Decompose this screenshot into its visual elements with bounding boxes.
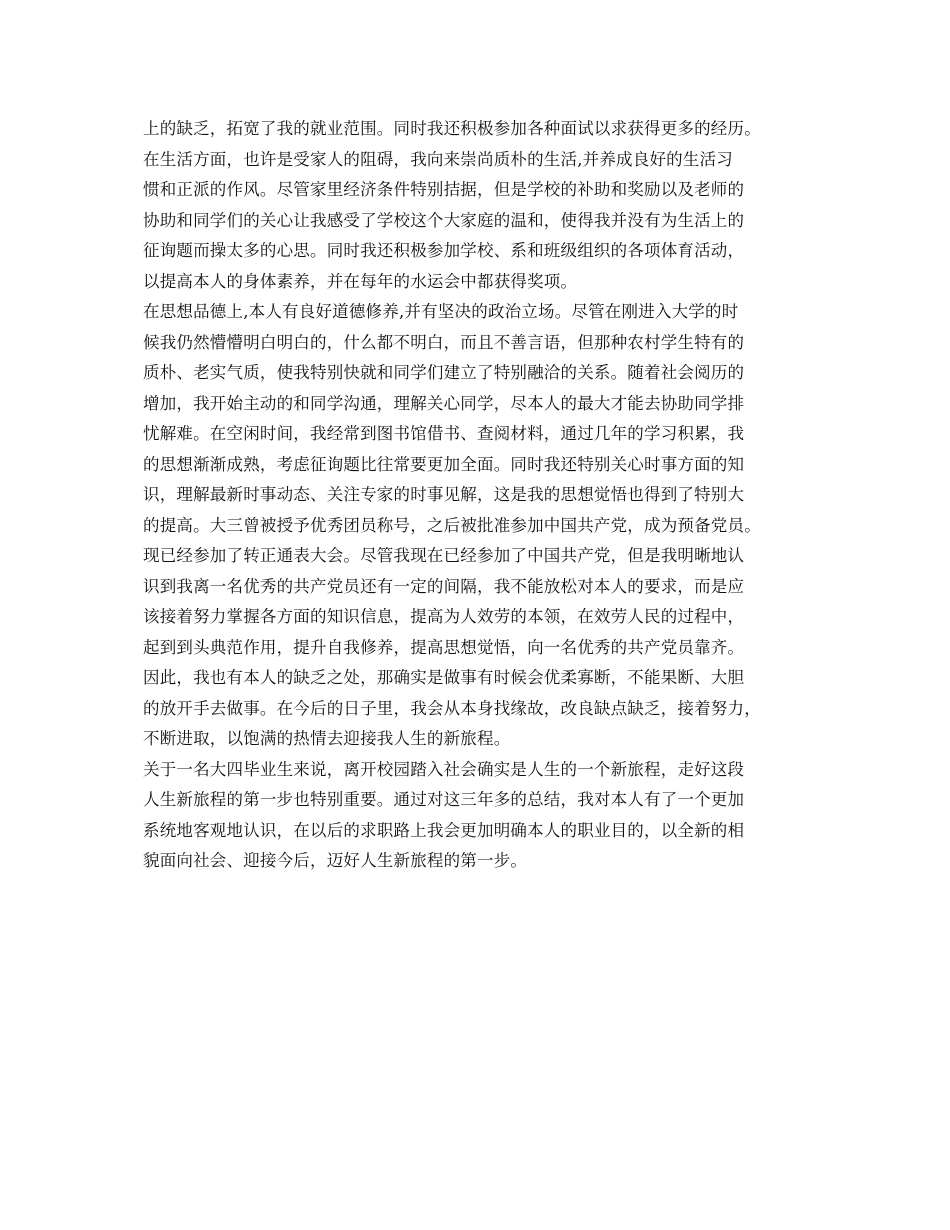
text-line: 上的缺乏，拓宽了我的就业范围。同时我还积极参加各种面试以求获得更多的经历。 bbox=[143, 119, 761, 138]
text-line: 在生活方面，也许是受家人的阻碍，我向来崇尚质朴的生活,并养成良好的生活习 bbox=[143, 149, 733, 169]
text-line: 识，理解最新时事动态、关注专家的时事见解，这是我的思想觉悟也得到了特别大 bbox=[143, 485, 745, 504]
text-line: 该接着努力掌握各方面的知识信息，提高为人效劳的本领，在效劳人民的过程中， bbox=[143, 607, 745, 626]
text-line: 在思想品德上,本人有良好道德修养,并有坚决的政治立场。尽管在刚进入大学的时 bbox=[143, 302, 739, 321]
text-line: 的放开手去做事。在今后的日子里，我会从本身找缘故，改良缺点缺乏，接着努力， bbox=[143, 698, 761, 718]
text-line: 识到我离一名优秀的共产党员还有一定的间隔，我不能放松对本人的要求，而是应 bbox=[143, 576, 745, 596]
text-line: 系统地客观地认识，在以后的求职路上我会更加明确本人的职业目的，以全新的相 bbox=[143, 820, 745, 840]
document-body bbox=[143, 114, 833, 877]
text-line: 忧解难。在空闲时间，我经常到图书馆借书、查阅材料，通过几年的学习积累，我 bbox=[143, 424, 745, 443]
text-line: 貌面向社会、迎接今后，迈好人生新旅程的第一步。 bbox=[143, 851, 528, 870]
text-line: 协助和同学们的关心让我感受了学校这个大家庭的温和，使得我并没有为生活上的 bbox=[143, 210, 745, 230]
text-line: 质朴、老实气质，使我特别快就和同学们建立了特别融洽的关系。随着社会阅历的 bbox=[143, 363, 745, 382]
text-line: 现已经参加了转正通表大会。尽管我现在已经参加了中国共产党，但是我明晰地认 bbox=[143, 546, 745, 565]
text-line: 以提高本人的身体素养，并在每年的水运会中都获得奖项。 bbox=[143, 271, 578, 291]
text-line: 不断进取，以饱满的热情去迎接我人生的新旅程。 bbox=[143, 729, 511, 748]
text-line: 候我仍然懵懵明白明白的，什么都不明白，而且不善言语，但那种农村学生特有的 bbox=[143, 332, 745, 352]
text-line: 因此，我也有本人的缺乏之处，那确实是做事有时候会优柔寡断，不能果断、大胆 bbox=[143, 668, 745, 687]
text-line: 增加，我开始主动的和同学沟通，理解关心同学，尽本人的最大才能去协助同学排 bbox=[143, 393, 745, 413]
text-line: 的思想渐渐成熟，考虑征询题比往常要更加全面。同时我还特别关心时事方面的知 bbox=[143, 454, 745, 474]
text-line: 惯和正派的作风。尽管家里经济条件特别拮据，但是学校的补助和奖励以及老师的 bbox=[143, 180, 745, 199]
text-line: 征询题而操太多的心思。同时我还积极参加学校、系和班级组织的各项体育活动， bbox=[143, 241, 745, 260]
text-line: 的提高。大三曾被授予优秀团员称号，之后被批准参加中国共产党，成为预备党员。 bbox=[143, 515, 761, 535]
text-line: 人生新旅程的第一步也特别重要。通过对这三年多的总结，我对本人有了一个更加 bbox=[143, 790, 745, 809]
text-line: 起到到头典范作用，提升自我修养，提高思想觉悟，向一名优秀的共产党员靠齐。 bbox=[143, 637, 745, 657]
text-line: 关于一名大四毕业生来说，离开校园踏入社会确实是人生的一个新旅程，走好这段 bbox=[143, 759, 745, 779]
